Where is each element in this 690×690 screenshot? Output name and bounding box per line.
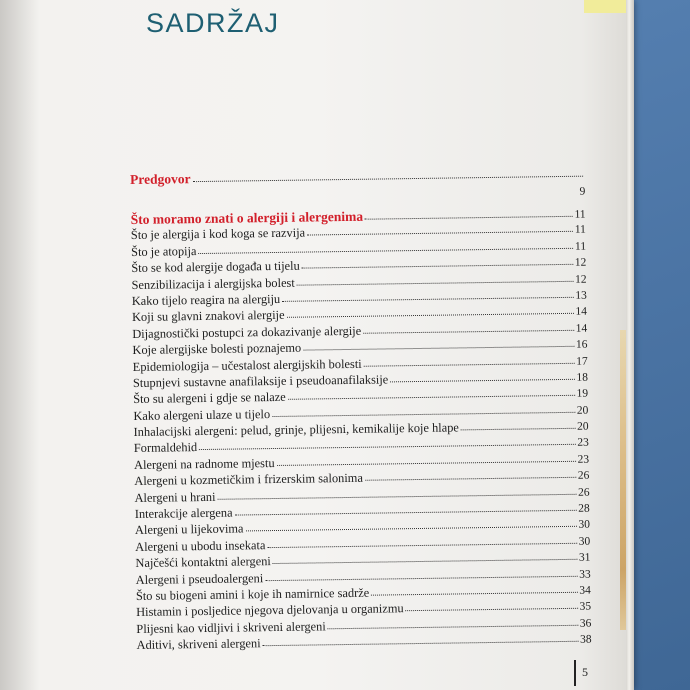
toc-entry-label: Alergeni na radnome mjestu [133, 455, 275, 472]
toc-entry-page: 31 [578, 551, 591, 564]
toc-entry-label: Epidemiologija – učestalost alergijskih bolesti [132, 356, 362, 374]
leader-dots [193, 176, 583, 182]
page-number-rule [574, 660, 576, 686]
leader-dots [267, 543, 576, 548]
toc-entry-label: Što se kod alergije događa u tijelu [131, 258, 300, 276]
toc-entry-label: Koje alergijske bolesti poznajemo [132, 340, 302, 358]
leader-dots [246, 526, 577, 532]
toc-entry-label: Interakcije alergena [134, 505, 233, 521]
toc-entry-label: Kako tijelo reagira na alergiju [131, 291, 281, 308]
leader-dots [273, 559, 577, 564]
toc-entry-page: 33 [579, 568, 591, 581]
leader-dots [277, 461, 576, 466]
table-of-contents [130, 166, 592, 655]
leader-dots [265, 575, 577, 580]
leader-dots [302, 264, 573, 269]
toc-entry-page: 26 [577, 486, 590, 499]
leader-dots [363, 330, 574, 334]
toc-entry-page: 12 [574, 256, 587, 269]
leader-dots [272, 411, 575, 416]
leader-dots [263, 641, 578, 646]
toc-entry-label: Alergeni u ubodu insekata [135, 537, 266, 554]
section-label: Što moramo znati o alergiji i alergenima [130, 208, 364, 227]
toc-entry-label: Što je atopija [131, 243, 197, 259]
toc-entry-page: 16 [575, 338, 588, 351]
leader-dots [199, 444, 575, 450]
toc-entry-label: Dijagnostički postupci za dokazivanje alergije [132, 323, 362, 341]
leader-dots [303, 346, 574, 351]
toc-entries [131, 222, 592, 654]
toc-entry-page: 36 [579, 617, 592, 630]
toc-entry-page: 35 [579, 600, 592, 614]
leader-dots [365, 477, 576, 481]
toc-entry-label: Alergeni u kozmetičkim i frizerskim salonima [134, 471, 363, 489]
toc-entry-label: Inhalacijski alergeni: pelud, grinje, plijesni, kemikalije koje hlape [133, 420, 459, 440]
toc-entry-label: Aditivi, skriveni alergeni [136, 636, 261, 653]
toc-entry-label: Alergeni u lijekovima [134, 521, 244, 538]
toc-entry-page: 28 [578, 502, 590, 515]
toc-entry-label: Stupnjevi sustavne anafilaksije i pseudoanafilaksije [132, 372, 389, 390]
toc-entry-page: 18 [576, 371, 588, 384]
toc-entry-label: Koji su glavni znakovi alergije [131, 308, 285, 325]
leader-dots [218, 493, 576, 499]
toc-entry-page: 26 [577, 469, 590, 483]
toc-entry-page: 11 [574, 240, 587, 253]
toc-entry-page: 20 [576, 404, 589, 417]
toc-entry-page: 17 [576, 355, 588, 368]
toc-entry-page: 30 [578, 519, 591, 532]
toc-entry-label: Što je alergija i kod koga se razvija [130, 225, 306, 243]
leader-dots [288, 395, 575, 400]
toc-entry-page: 23 [577, 437, 589, 450]
leader-dots [235, 510, 577, 516]
toc-entry-page: 14 [575, 322, 588, 335]
page-number: 5 [582, 665, 588, 679]
predgovor-label: Predgovor [130, 171, 191, 187]
toc-entry-label: Kako alergeni ulaze u tijelo [133, 406, 271, 423]
toc-entry-page: 13 [575, 289, 587, 302]
toc-entry-label: Što su alergeni i gdje se nalaze [133, 390, 286, 407]
toc-entry-page: 11 [574, 224, 586, 237]
leader-dots [461, 428, 575, 431]
toc-entry-page: 20 [577, 420, 589, 433]
toc-entry-label: Histamin i posljedice njegova djelovanja u organizmu [136, 601, 404, 620]
leader-dots [199, 248, 574, 254]
yellow-tab [584, 0, 632, 13]
toc-entry-page: 38 [579, 633, 592, 646]
leader-dots [406, 608, 578, 611]
toc-entry-page: 19 [576, 387, 589, 401]
predgovor-page: 9 [579, 185, 586, 198]
leader-dots [297, 280, 573, 285]
page-edge [626, 0, 634, 690]
leader-dots [287, 313, 574, 318]
leader-dots [328, 625, 578, 629]
toc-entry-label: Formaldehid [133, 440, 198, 456]
section-page: 11 [574, 208, 586, 221]
toc-entry-label: Alergeni u hrani [134, 489, 216, 505]
leader-dots [307, 231, 573, 236]
toc-entry-page: 14 [575, 305, 588, 319]
toc-entry-label: Što su biogeni amini i koje ih namirnice sadrže [135, 585, 370, 603]
leader-dots [364, 362, 575, 366]
toc-entry-label: Najčešći kontaktni alergeni [135, 554, 271, 571]
leader-dots [371, 592, 577, 596]
gutter-shadow [0, 0, 40, 690]
toc-entry-page: 23 [577, 453, 590, 466]
leader-dots [390, 379, 574, 383]
leader-dots [282, 297, 573, 302]
toc-entry-label: Alergeni i pseudoalergeni [135, 570, 264, 587]
leader-dots [365, 216, 572, 220]
page-title: SADRŽAJ [146, 8, 280, 38]
toc-entry-page: 12 [574, 273, 587, 286]
toc-entry-page: 30 [578, 535, 591, 548]
toc-entry-page: 34 [579, 584, 591, 597]
toc-entry-label: Plijesni kao vidljivi i skriveni alergeni [136, 619, 326, 636]
toc-entry-label: Senzibilizacija i alergijska bolest [131, 275, 295, 292]
